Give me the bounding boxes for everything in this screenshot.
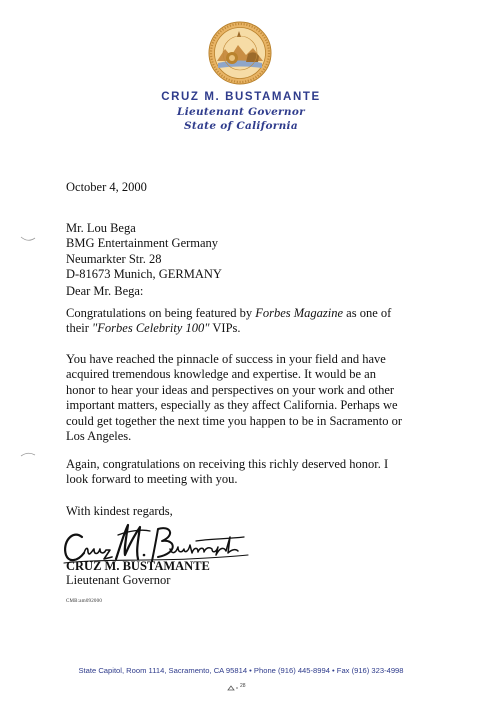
paragraph-2	[66, 352, 402, 444]
paragraph-line: could get together the next time you happen to be in Sacramento or	[66, 413, 403, 428]
list-title: "Forbes Celebrity 100"	[92, 321, 210, 336]
salutation: Dear Mr. Bega:	[66, 284, 144, 298]
publication-title: Forbes Magazine	[255, 306, 344, 320]
paragraph-line: You have reached the pinnacle of success in your field and have	[66, 352, 386, 366]
text-run: as one of	[343, 306, 392, 320]
recipient-company: BMG Entertainment Germany	[66, 236, 219, 251]
recipient-city: D-81673 Munich, GERMANY	[66, 267, 222, 282]
paragraph-line: honor to hear your ideas and perspectives on your work and other	[66, 382, 395, 397]
signatory-title: Lieutenant Governor	[66, 573, 171, 587]
punch-hole-mark-icon	[20, 236, 36, 242]
letterhead-title: Lieutenant Governor	[177, 106, 305, 118]
text-run: their	[66, 321, 93, 336]
closing: With kindest regards,	[66, 504, 173, 518]
text-run: VIPs.	[209, 321, 241, 336]
footer-address: State Capitol, Room 1114, Sacramento, CA 95814 • Phone (916) 445-8994 • Fax (916) 323-4998	[78, 666, 404, 675]
letter-date: October 4, 2000	[66, 180, 147, 194]
great-seal-of-california-icon	[208, 21, 272, 85]
paragraph-1-line-2	[66, 321, 391, 336]
recipient-address	[66, 221, 222, 283]
text-run: Congratulations on being featured by	[66, 306, 256, 320]
typist-initials: CMB:am092000	[66, 599, 103, 604]
paragraph-1	[66, 306, 391, 337]
signatory-name: CRUZ M. BUSTAMANTE	[66, 559, 210, 573]
paragraph-line: look forward to meeting with you.	[66, 472, 238, 487]
paragraph-line: important matters, especially as they affect California. Perhaps we	[66, 398, 398, 413]
recycle-code: 28	[240, 683, 246, 689]
punch-hole-mark-icon	[20, 452, 36, 458]
letterhead-state: State of California	[184, 120, 298, 132]
paragraph-line: acquired tremendous knowledge and expertise. It would be an	[66, 367, 376, 382]
handwritten-signature	[58, 519, 258, 581]
recipient-name: Mr. Lou Bega	[66, 221, 136, 235]
letterhead-name: CRUZ M. BUSTAMANTE	[161, 91, 321, 103]
paragraph-line: Los Angeles.	[66, 429, 132, 444]
paragraph-1-line-1	[66, 306, 391, 321]
paragraph-line: Again, congratulations on receiving this richly deserved honor. I	[66, 457, 389, 471]
recipient-street: Neumarkter Str. 28	[66, 251, 162, 266]
paragraph-3	[66, 457, 388, 488]
